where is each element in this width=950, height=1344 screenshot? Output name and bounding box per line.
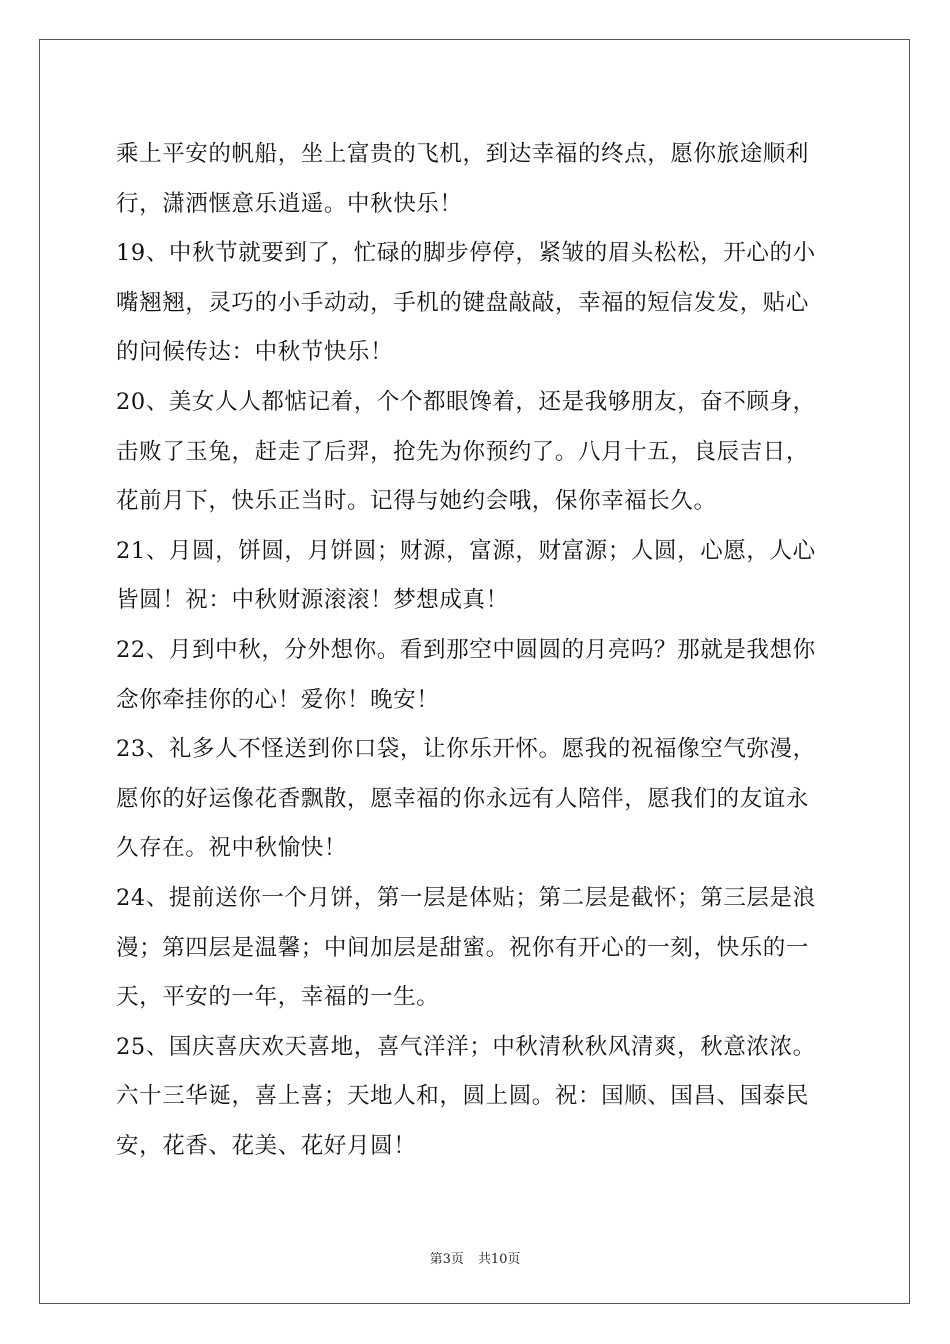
text-line: 花前月下，快乐正当时。记得与她约会哦，保你幸福长久。 bbox=[116, 488, 717, 515]
text-line: 的问候传达：中秋节快乐！ bbox=[116, 339, 394, 366]
text-line: 漫；第四层是温馨；中间加层是甜蜜。祝你有开心的一刻，快乐的一 bbox=[116, 934, 810, 961]
text-line: 六十三华诞，喜上喜；天地人和，圆上圆。祝：国顺、国昌、国泰民 bbox=[116, 1083, 810, 1110]
text-line: 嘴翘翘，灵巧的小手动动，手机的键盘敲敲，幸福的短信发发，贴心 bbox=[116, 289, 810, 316]
text-line: 24、提前送你一个月饼，第一层是体贴；第二层是截怀；第三层是浪 bbox=[116, 884, 816, 911]
text-line: 安，花香、花美、花好月圆！ bbox=[116, 1132, 417, 1159]
page-footer bbox=[0, 1248, 950, 1267]
text-line: 21、月圆，饼圆，月饼圆；财源，富源，财富源；人圆，心愿，人心 bbox=[116, 537, 816, 564]
text-line: 击败了玉兔，赶走了后羿，抢先为你预约了。八月十五，良辰吉日， bbox=[116, 438, 810, 465]
text-line: 乘上平安的帆船，坐上富贵的飞机，到达幸福的终点，愿你旅途顺利 bbox=[116, 141, 810, 167]
text-line: 22、月到中秋，分外想你。看到那空中圆圆的月亮吗？那就是我想你 bbox=[116, 636, 816, 663]
text-line: 20、美女人人都惦记着，个个都眼馋着，还是我够朋友，奋不顾身， bbox=[116, 388, 816, 415]
text-line: 久存在。祝中秋愉快！ bbox=[116, 835, 348, 862]
text-line: 天，平安的一年，幸福的一生。 bbox=[116, 984, 440, 1011]
text-line: 念你牵挂你的心！爱你！晚安！ bbox=[116, 686, 440, 713]
text-line: 23、礼多人不怪送到你口袋，让你乐开怀。愿我的祝福像空气弥漫， bbox=[116, 736, 816, 763]
text-line: 行，潇洒惬意乐逍遥。中秋快乐！ bbox=[116, 190, 463, 217]
text-line: 25、国庆喜庆欢天喜地，喜气洋洋；中秋清秋秋风清爽，秋意浓浓。 bbox=[116, 1033, 816, 1060]
text-line: 皆圆！祝：中秋财源滚滚！梦想成真！ bbox=[116, 587, 509, 614]
page-total: 共10页 bbox=[477, 1252, 521, 1267]
document-body bbox=[116, 130, 836, 1171]
text-line: 愿你的好运像花香飘散，愿幸福的你永远有人陪伴，愿我们的友谊永 bbox=[116, 785, 810, 812]
page-number: 第3页 bbox=[429, 1252, 464, 1267]
text-line: 19、中秋节就要到了，忙碌的脚步停停，紧皱的眉头松松，开心的小 bbox=[116, 240, 816, 267]
